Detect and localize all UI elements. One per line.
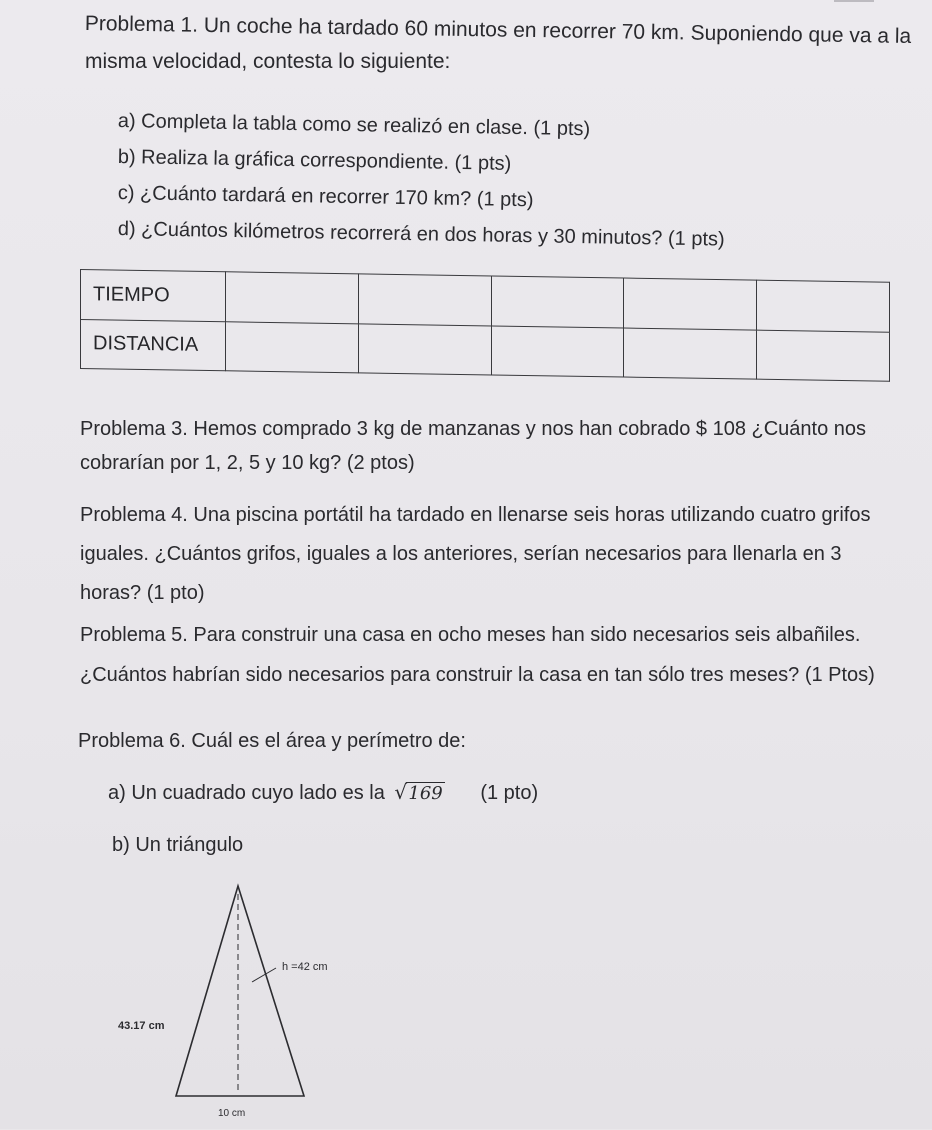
table-cell[interactable] [358, 323, 491, 375]
table-header-distancia: DISTANCIA [81, 319, 226, 371]
problem1-item-a: a) Completa la tabla como se realizó en clase. (1 pts) [117, 110, 591, 141]
problem6-item-b: b) Un triángulo [112, 834, 244, 856]
height-label: h =42 cm [282, 961, 328, 973]
table-cell[interactable] [358, 274, 491, 326]
problem4-line3: horas? (1 pto) [80, 582, 205, 604]
problem1-item-c: c) ¿Cuánto tardará en recorrer 170 km? (1 pts) [117, 182, 534, 212]
table-cell[interactable] [491, 276, 624, 328]
table-cell[interactable] [226, 272, 359, 324]
problem6-item-a-points: (1 pto) [480, 782, 539, 804]
triangle-figure [100, 880, 360, 1130]
page-edge-line [834, 0, 874, 2]
radicand: 169 [408, 783, 443, 804]
problem6-item-a [108, 782, 538, 805]
problem1-line2: misma velocidad, contesta lo siguiente: [85, 50, 451, 73]
problem3-line1: Problema 3. Hemos comprado 3 kg de manzanas y nos han cobrado $ 108 ¿Cuánto nos [80, 418, 867, 440]
problem1-item-d: d) ¿Cuántos kilómetros recorrerá en dos horas y 30 minutos? (1 pts) [117, 218, 725, 251]
problem4-line1: Problema 4. Una piscina portátil ha tardado en llenarse seis horas utilizando cuatro grifos [80, 504, 871, 526]
square-root-expression [394, 782, 444, 805]
side-label: 43.17 cm [118, 1020, 165, 1032]
time-distance-table [80, 269, 890, 382]
problem4-line2: iguales. ¿Cuántos grifos, iguales a los anteriores, serían necesarios para llenarla en 3 [80, 543, 842, 565]
problem6-item-a-text: a) Un cuadrado cuyo lado es la [108, 782, 385, 804]
table-cell[interactable] [226, 321, 359, 373]
problem3-line2: cobrarían por 1, 2, 5 y 10 kg? (2 ptos) [80, 452, 415, 474]
table-cell[interactable] [757, 280, 890, 332]
problem1-item-b: b) Realiza la gráfica correspondiente. (1 pts) [117, 146, 512, 175]
table-cell[interactable] [757, 330, 890, 382]
triangle-outline [176, 886, 304, 1096]
table-header-tiempo: TIEMPO [81, 270, 226, 322]
table-cell[interactable] [624, 328, 757, 380]
problem6-title: Problema 6. Cuál es el área y perímetro de: [78, 730, 466, 752]
problem5-line2: ¿Cuántos habrían sido necesarios para construir la casa en tan sólo tres meses? (1 Ptos) [80, 664, 875, 686]
problem5-line1: Problema 5. Para construir una casa en ocho meses han sido necesarios seis albañiles. [80, 624, 861, 646]
table-cell[interactable] [491, 325, 624, 377]
base-label: 10 cm [218, 1108, 246, 1119]
radical-sign-icon: √ [394, 780, 408, 804]
problem1-line1: Problema 1. Un coche ha tardado 60 minutos en recorrer 70 km. Suponiendo que va a la [84, 12, 912, 48]
table-cell[interactable] [624, 278, 757, 330]
